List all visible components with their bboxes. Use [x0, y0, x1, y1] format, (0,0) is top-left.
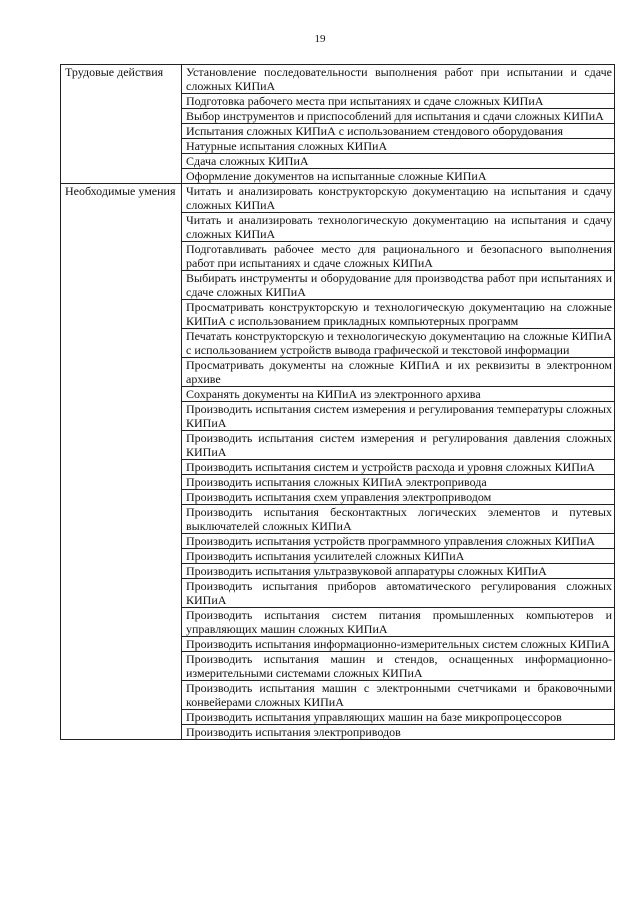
section-item: Производить испытания бесконтактных логических элементов и путевых выключателей сложных КИПиА	[182, 505, 615, 534]
table-row	[61, 184, 615, 213]
section-item: Производить испытания систем и устройств расхода и уровня сложных КИПиА	[182, 460, 615, 475]
page-number: 19	[314, 33, 326, 45]
section-title-1: Трудовые действия	[61, 65, 182, 184]
section-item: Сдача сложных КИПиА	[182, 154, 615, 169]
section-title-2: Необходимые умения	[61, 184, 182, 740]
section-item: Подготовка рабочего места при испытаниях и сдаче сложных КИПиА	[182, 94, 615, 109]
section-item: Производить испытания электроприводов	[182, 725, 615, 740]
section-item: Читать и анализировать технологическую документацию на испытания и сдачу сложных КИПиА	[182, 213, 615, 242]
section-item: Натурные испытания сложных КИПиА	[182, 139, 615, 154]
section-item: Производить испытания машин с электронными счетчиками и браковочными конвейерами сложных КИПиА	[182, 681, 615, 710]
section-item: Просматривать конструкторскую и технологическую документацию на сложные КИПиА с использованием прикладных компьютерных программ	[182, 300, 615, 329]
section-item: Производить испытания машин и стендов, оснащенных информационно-измерительными системами сложных КИПиА	[182, 652, 615, 681]
section-item: Сохранять документы на КИПиА из электронного архива	[182, 387, 615, 402]
table-row	[61, 65, 615, 94]
section-item: Выбор инструментов и приспособлений для испытания и сдачи сложных КИПиА	[182, 109, 615, 124]
table-body	[61, 65, 615, 740]
section-item: Испытания сложных КИПиА с использованием стендового оборудования	[182, 124, 615, 139]
section-item: Производить испытания информационно-измерительных систем сложных КИПиА	[182, 637, 615, 652]
section-item: Установление последовательности выполнения работ при испытании и сдаче сложных КИПиА	[182, 65, 615, 94]
section-item: Производить испытания систем измерения и регулирования давления сложных КИПиА	[182, 431, 615, 460]
section-item: Печатать конструкторскую и технологическую документацию на сложные КИПиА с использованием устройств вывода графической и текстовой информации	[182, 329, 615, 358]
section-item: Подготавливать рабочее место для рационального и безопасного выполнения работ при испытаниях и сдаче сложных КИПиА	[182, 242, 615, 271]
section-item: Производить испытания управляющих машин на базе микропроцессоров	[182, 710, 615, 725]
section-item: Производить испытания систем питания промышленных компьютеров и управляющих машин сложных КИПиА	[182, 608, 615, 637]
section-item: Выбирать инструменты и оборудование для производства работ при испытаниях и сдаче сложных КИПиА	[182, 271, 615, 300]
section-item: Производить испытания усилителей сложных КИПиА	[182, 549, 615, 564]
section-item: Производить испытания сложных КИПиА электропривода	[182, 475, 615, 490]
section-item: Читать и анализировать конструкторскую документацию на испытания и сдачу сложных КИПиА	[182, 184, 615, 213]
section-item: Производить испытания ультразвуковой аппаратуры сложных КИПиА	[182, 564, 615, 579]
section-item: Производить испытания устройств программного управления сложных КИПиА	[182, 534, 615, 549]
section-item: Просматривать документы на сложные КИПиА и их реквизиты в электронном архиве	[182, 358, 615, 387]
qualification-table	[60, 64, 615, 740]
section-item: Производить испытания схем управления электроприводом	[182, 490, 615, 505]
section-item: Оформление документов на испытанные сложные КИПиА	[182, 169, 615, 184]
section-item: Производить испытания приборов автоматического регулирования сложных КИПиА	[182, 579, 615, 608]
section-item: Производить испытания систем измерения и регулирования температуры сложных КИПиА	[182, 402, 615, 431]
